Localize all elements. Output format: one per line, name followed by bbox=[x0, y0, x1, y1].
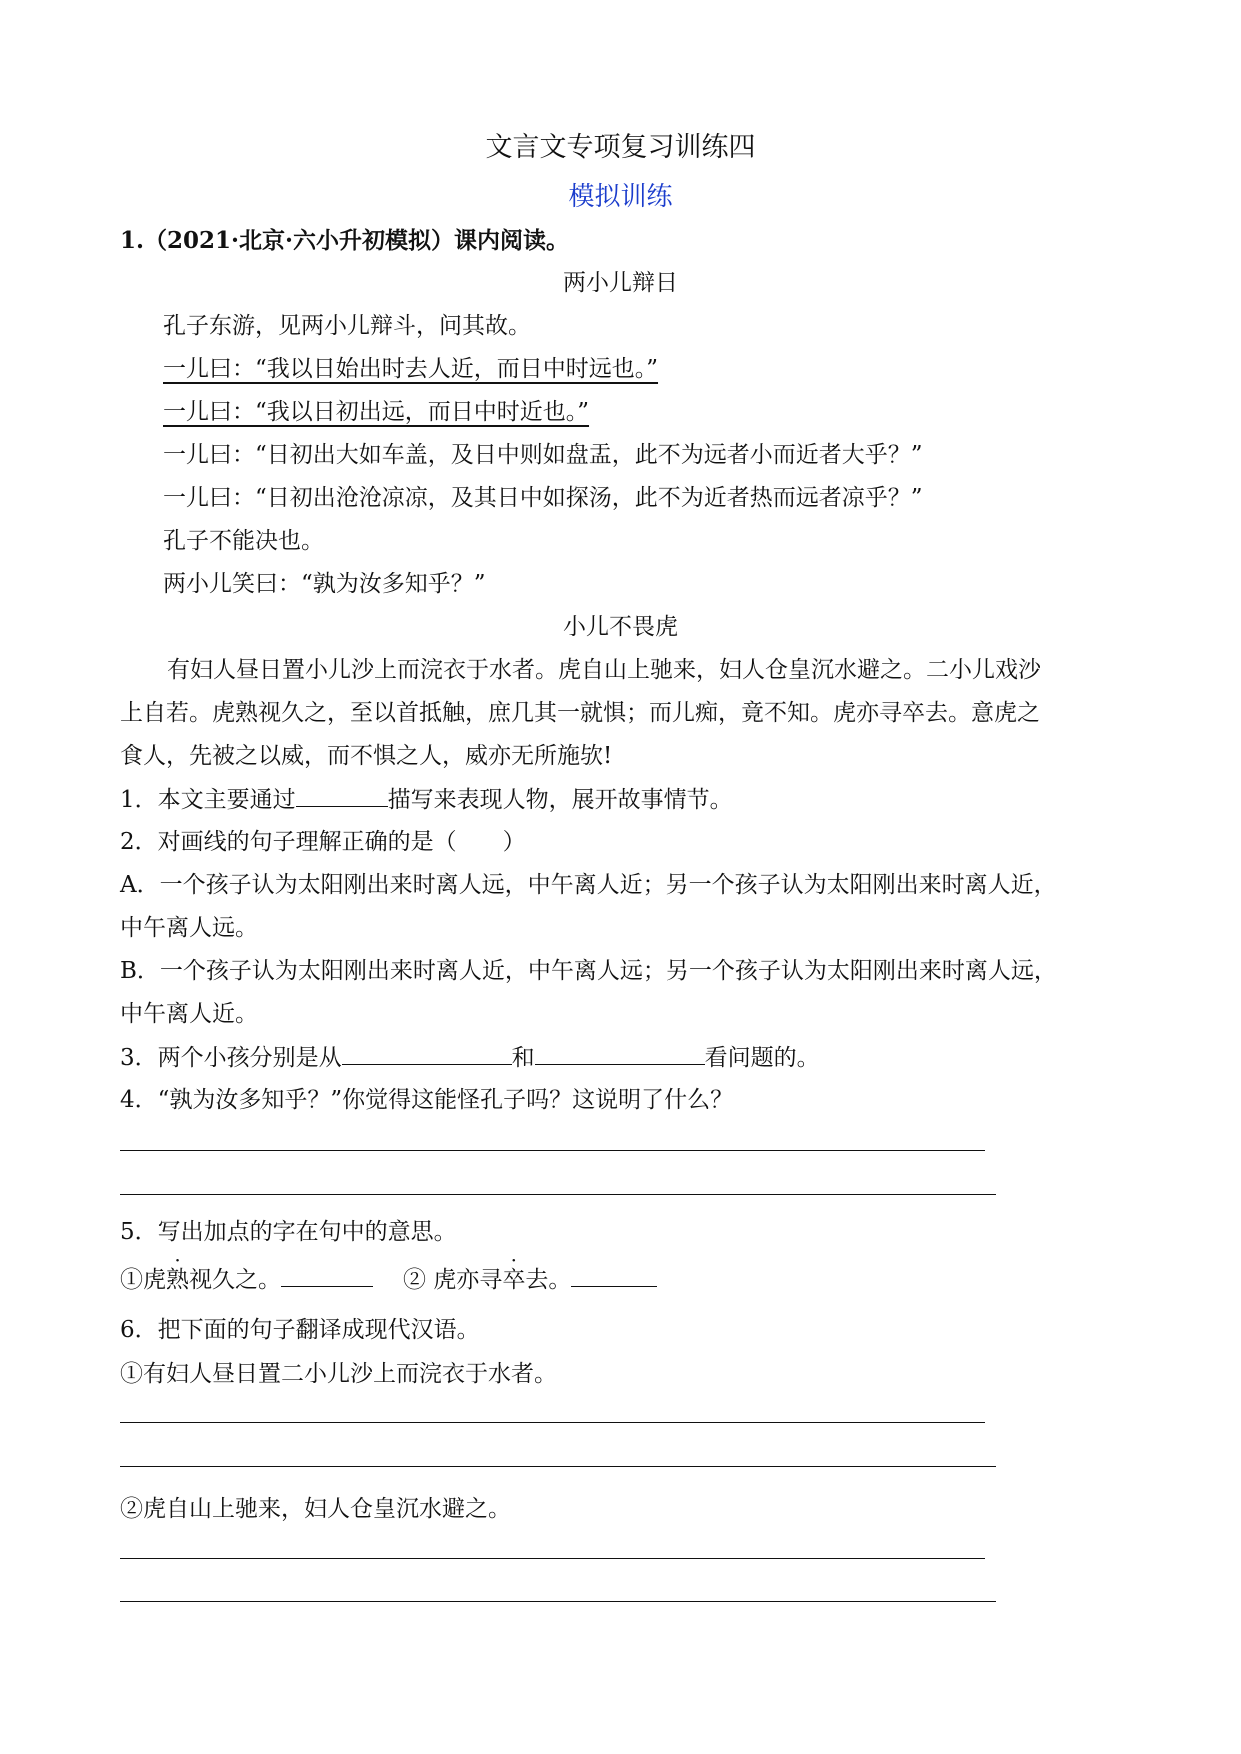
question-heading: 1.（2021·北京·六小升初模拟）课内阅读。 bbox=[120, 227, 570, 254]
passage1-line: 孔子不能决也。 bbox=[163, 528, 324, 554]
passage1-underlined-line: 一儿曰：“我以日始出时去人近，而日中时远也。” bbox=[163, 356, 659, 382]
q2-line: 2．对画线的句子理解正确的是（ ） bbox=[120, 829, 526, 855]
passage2-title: 小儿不畏虎 bbox=[563, 614, 678, 640]
q1-text-after: 描写来表现人物，展开故事情节。 bbox=[387, 787, 733, 813]
option-a-line1: A．一个孩子认为太阳刚出来时离人远，中午离人近；另一个孩子认为太阳刚出来时离人近， bbox=[120, 872, 1057, 898]
q5-answer-blank-1[interactable] bbox=[281, 1264, 373, 1287]
q5-item1-pre: ①虎 bbox=[120, 1267, 166, 1293]
q6-line: 6．把下面的句子翻译成现代汉语。 bbox=[120, 1317, 480, 1343]
q1-answer-blank[interactable] bbox=[296, 784, 388, 807]
q3-text-mid: 和 bbox=[511, 1045, 535, 1071]
q1-line bbox=[120, 784, 733, 815]
passage1-title: 两小儿辩日 bbox=[563, 270, 678, 296]
q6-answer-line[interactable] bbox=[120, 1558, 985, 1559]
q3-line bbox=[120, 1042, 820, 1073]
passage1-line: 孔子东游，见两小儿辩斗，问其故。 bbox=[163, 313, 531, 339]
q6-sentence-2: ②虎自山上驰来，妇人仓皇沉水避之。 bbox=[120, 1496, 511, 1522]
passage2-line: 有妇人昼日置小儿沙上而浣衣于水者。虎自山上驰来，妇人仓皇沉水避之。二小儿戏沙 bbox=[167, 657, 1041, 683]
q5-item2-pre: ② 虎亦寻 bbox=[403, 1267, 503, 1293]
q4-answer-line[interactable] bbox=[120, 1194, 996, 1195]
passage1-line: 一儿曰：“日初出沧沧凉凉，及其日中如探汤，此不为近者热而远者凉乎？” bbox=[163, 485, 923, 511]
page-title: 文言文专项复习训练四 bbox=[485, 132, 756, 163]
q3-answer-blank-1[interactable] bbox=[342, 1042, 512, 1065]
option-a-line2: 中午离人远。 bbox=[120, 915, 258, 941]
dotted-char: 卒 bbox=[502, 1267, 526, 1293]
q1-text-before: 1．本文主要通过 bbox=[120, 787, 296, 813]
q3-answer-blank-2[interactable] bbox=[535, 1042, 705, 1065]
q3-text-before: 3．两个小孩分别是从 bbox=[120, 1045, 342, 1071]
q4-line: 4．“孰为汝多知乎？”你觉得这能怪孔子吗？这说明了什么？ bbox=[120, 1087, 734, 1113]
option-b-line1: B．一个孩子认为太阳刚出来时离人近，中午离人远；另一个孩子认为太阳刚出来时离人远， bbox=[120, 958, 1057, 984]
q5-line: 5．写出加点的字在句中的意思。 bbox=[120, 1219, 457, 1245]
q6-answer-line[interactable] bbox=[120, 1601, 996, 1602]
q4-answer-line[interactable] bbox=[120, 1150, 985, 1151]
q5-answer-blank-2[interactable] bbox=[571, 1264, 657, 1287]
passage1-underlined-line: 一儿曰：“我以日初出远，而日中时近也。” bbox=[163, 399, 590, 425]
passage2-line: 食人，先被之以威，而不惧之人，威亦无所施欤! bbox=[120, 743, 613, 769]
q6-answer-line[interactable] bbox=[120, 1422, 985, 1423]
q5-item2-post: 去。 bbox=[525, 1267, 572, 1293]
passage1-line: 两小儿笑曰：“孰为汝多知乎？” bbox=[163, 571, 486, 597]
q6-answer-line[interactable] bbox=[120, 1466, 996, 1467]
passage1-line: 一儿曰：“日初出大如车盖，及日中则如盘盂，此不为远者小而近者大乎？” bbox=[163, 442, 923, 468]
q3-text-after: 看问题的。 bbox=[704, 1045, 820, 1071]
q6-sentence-1: ①有妇人昼日置二小儿沙上而浣衣于水者。 bbox=[120, 1361, 557, 1387]
dotted-char: 熟 bbox=[166, 1267, 189, 1293]
option-b-line2: 中午离人近。 bbox=[120, 1001, 258, 1027]
passage2-line: 上自若。虎熟视久之，至以首抵触，庶几其一就惧；而儿痴，竟不知。虎亦寻卒去。意虎之 bbox=[120, 700, 1040, 726]
q5-item1-post: 视久之。 bbox=[189, 1267, 281, 1293]
page-subtitle: 模拟训练 bbox=[568, 182, 673, 212]
q5-items bbox=[120, 1264, 657, 1295]
